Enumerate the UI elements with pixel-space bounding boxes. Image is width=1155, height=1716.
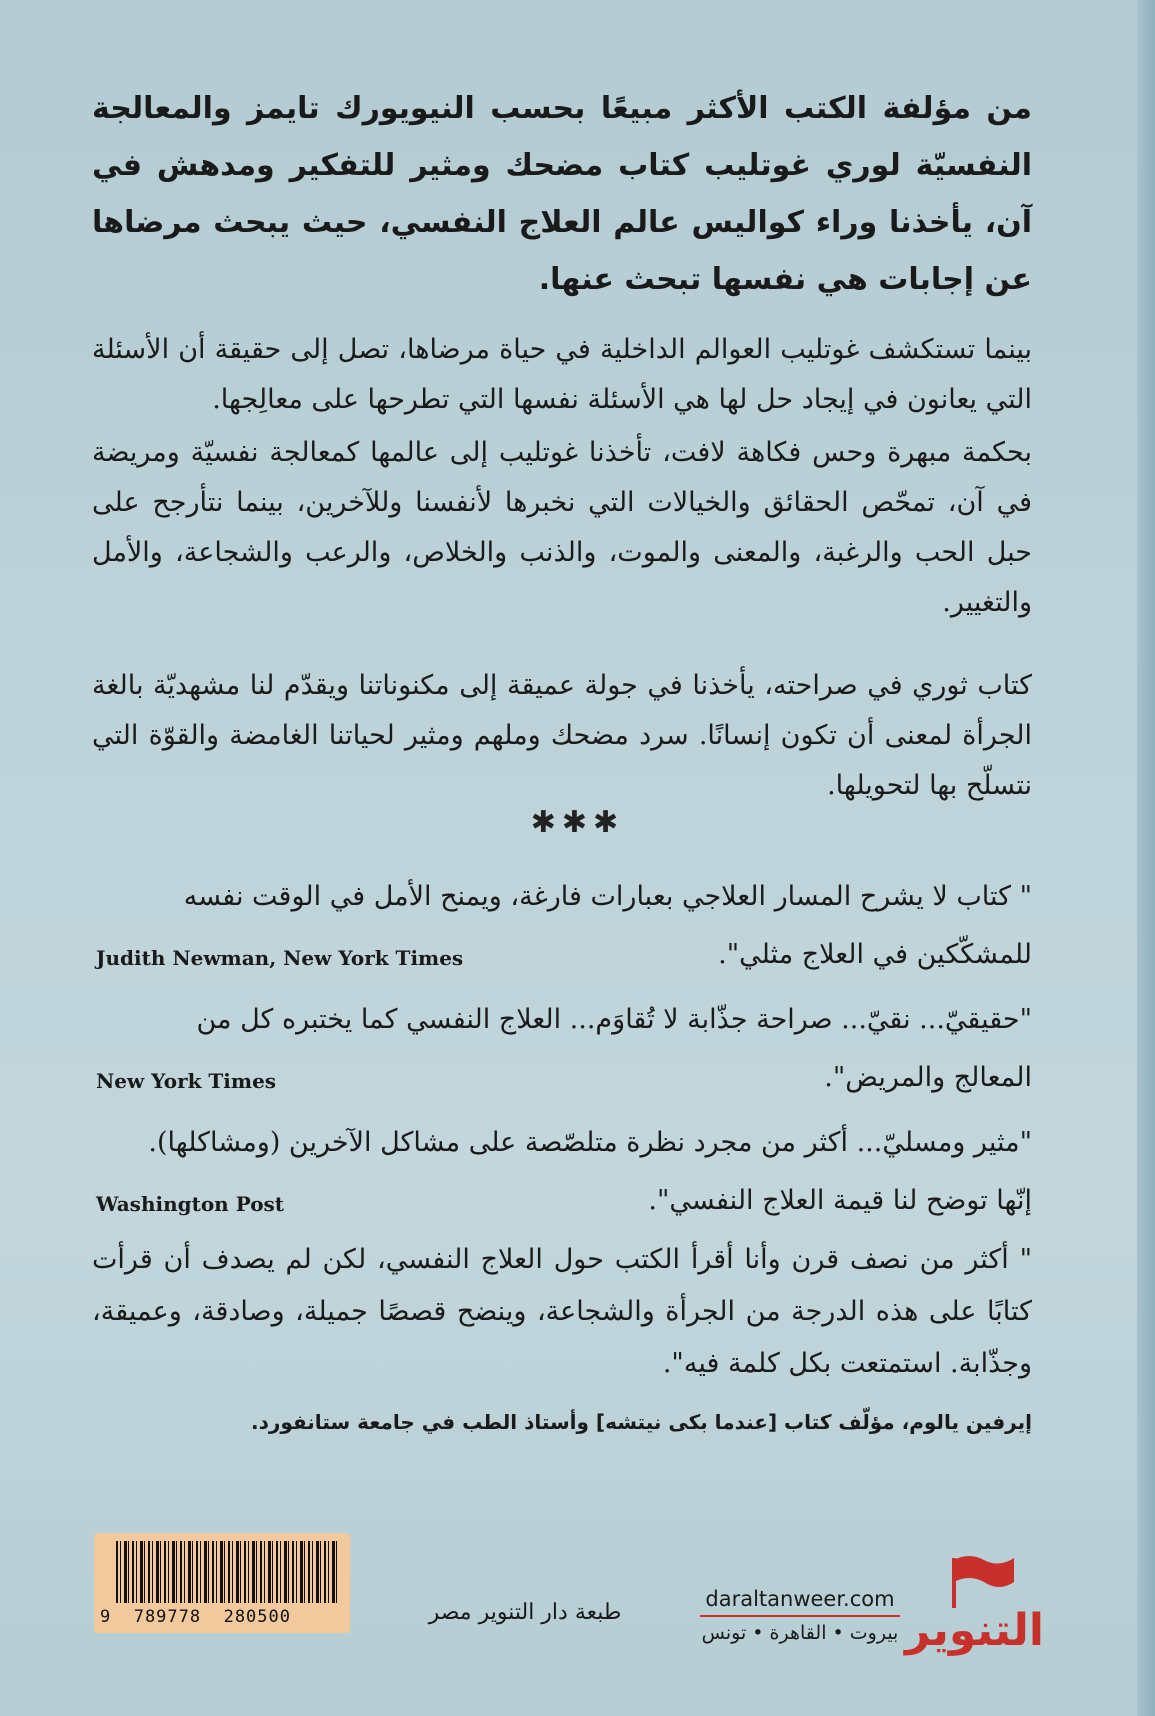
separator-stars: ✱✱✱ [530, 805, 625, 840]
review-source: Judith Newman, New York Times [96, 946, 464, 970]
review-quote-line: " كتاب لا يشرح المسار العلاجي بعبارات فارغة، ويمنح الأمل في الوقت نفسه [183, 881, 1032, 912]
isbn-number: 9 789778 280500 [100, 1607, 291, 1627]
publisher-logo [904, 1552, 1044, 1656]
edition-label: طبعة دار التنوير مصر [428, 1600, 622, 1625]
description-paragraph: بينما تستكشف غوتليب العوالم الداخلية في حياة مرضاها، تصل إلى حقيقة أن الأسئلة التي يعانون في إيجاد حل لها هي الأسئلة نفسها التي تطرحها على معالِجها. [92, 334, 1032, 415]
cover-edge [1137, 0, 1155, 1716]
barcode-bars [116, 1541, 338, 1603]
logo-wordmark: التنوير [904, 1605, 1044, 1656]
description-paragraph: كتاب ثوري في صراحته، يأخذنا في جولة عميقة إلى مكنوناتنا ويقدّم لنا مشهديّة بالغة الجرأة لمعنى أن تكون إنسانًا. سرد مضحك وملهم ومثير لحياتنا الغامضة والقوّة التي نتسلّح بها لتحويلها. [92, 670, 1032, 801]
review-quote-line: للمشكّكين في العلاج مثلي". [718, 939, 1032, 970]
intro-blurb: من مؤلفة الكتب الأكثر مبيعًا بحسب النيويورك تايمز والمعالجة النفسيّة لوري غوتليب كتاب مضحك ومثير للتفكير ومدهش في آن، يأخذنا وراء كواليس عالم العلاج النفسي، حيث يبحث مرضاها عن إجابات هي نفسها تبحث عنها. [92, 91, 1032, 297]
publisher-website: daraltanweer.com [700, 1587, 900, 1617]
review-quote [92, 991, 1032, 1107]
publisher-cities: بيروت • القاهرة • تونس [701, 1622, 899, 1644]
long-review-source: إيرفين يالوم، مؤلّف كتاب [عندما بكى نيتشه] وأستاذ الطب في جامعة ستانفورد. [250, 1410, 1032, 1434]
description-paragraph: بحكمة مبهرة وحس فكاهة لافت، تأخذنا غوتليب إلى عالمها كمعالجة نفسيّة ومريضة في آن، تمحّص الحقائق والخيالات التي نخبرها لأنفسنا وللآخرين، بينما نتأرجح على حبل الحب والرغبة، والمعنى والموت، والذنب والخلاص، والرعب والشجاعة، والأمل والتغيير. [92, 437, 1032, 618]
review-quote-line: "مثير ومسليّ... أكثر من مجرد نظرة متلصّصة على مشاكل الآخرين (ومشاكلها). [148, 1127, 1032, 1158]
isbn-barcode [94, 1533, 350, 1633]
flag-icon [914, 1552, 1044, 1612]
review-quote [92, 868, 1032, 984]
review-quote-line: المعالج والمريض". [824, 1062, 1032, 1093]
review-quote [92, 1114, 1032, 1230]
review-quote-line: إنّها توضح لنا قيمة العلاج النفسي". [648, 1185, 1032, 1216]
review-source: Washington Post [96, 1192, 285, 1216]
long-review-quote: " أكثر من نصف قرن وأنا أقرأ الكتب حول العلاج النفسي، لكن لم يصدف أن قرأت كتابًا على هذه الدرجة من الجرأة والشجاعة، وينضح قصصًا جميلة، وصادقة، وعميقة، وجذّابة. استمتعت بكل كلمة فيه". [92, 1244, 1032, 1379]
review-quote-line: "حقيقيّ... نقيّ... صراحة جذّابة لا تُقاوَم... العلاج النفسي كما يختبره كل من [196, 1004, 1032, 1035]
review-source: New York Times [96, 1069, 277, 1093]
